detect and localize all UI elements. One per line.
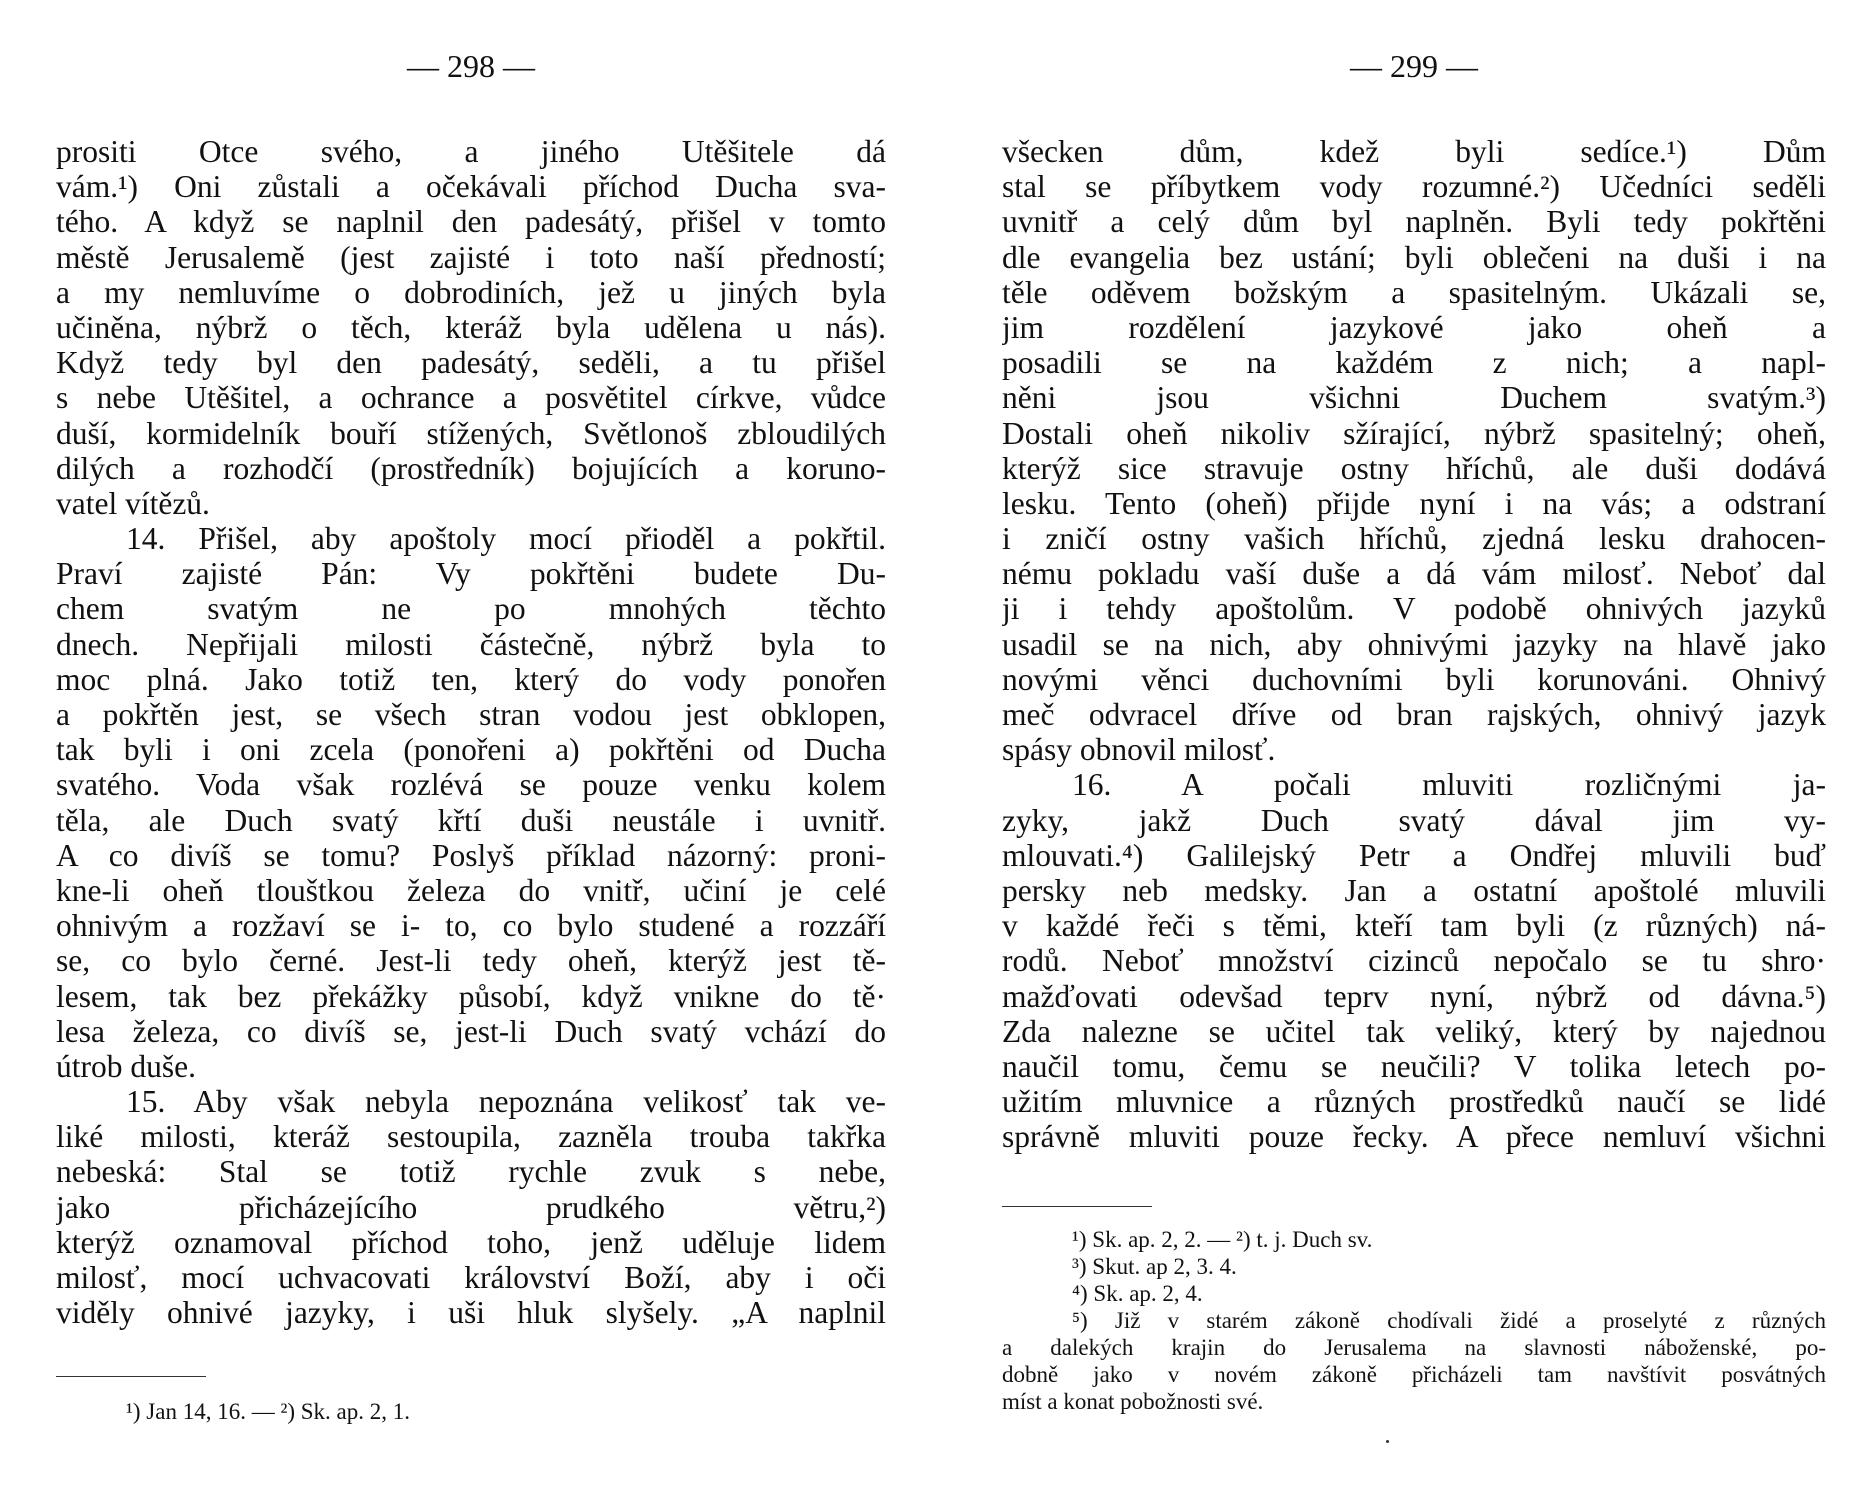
text-line: stal se příbytkem vody rozumné.²) Učedníci seděli [1002,169,1826,205]
footnote-continuation: míst a konat pobožnosti své. [1002,1389,1264,1414]
text-line: dilých a rozhodčí (prostředník) bojujících a koruno- [56,450,886,486]
page-body-text [56,134,886,1330]
text-line: těle oděvem božským a spasitelným. Ukázali se, [1002,274,1826,310]
paragraph-start-line: 15. Aby však nebyla nepoznána velikosť tak ve- [126,1084,886,1120]
footnote-continuation: dobně jako v novém zákoně přicházeli tam navštívit posvátných [1002,1362,1826,1387]
text-line: mažďovati odevšad teprv nyní, nýbrž od dávna.⁵) [1002,978,1826,1014]
text-line: vatel vítězů. [56,485,210,521]
footnotes [1002,1226,1826,1415]
text-line: tak byli i oni zcela (ponořeni a) pokřtěni od Ducha [56,732,886,768]
text-line: mlouvati.⁴) Galilejský Petr a Ondřej mluvili buď [1002,837,1826,873]
text-line: učiněna, nýbrž o těch, kteráž byla udělena u nás). [56,309,886,345]
text-line: rodů. Neboť množství cizinců nepočalo se tu shro· [1002,943,1826,979]
text-line: lesem, tak bez překážky působí, když vnikne do tě· [56,978,886,1014]
text-line: útrob duše. [56,1048,196,1084]
text-line: zyky, jakž Duch svatý dával jim vy- [1002,802,1826,838]
footnote: ⁵) Již v starém zákoně chodívali židé a proselyté z různých [1072,1308,1826,1333]
footnote-rule [1002,1206,1152,1207]
text-line: Zda nalezne se učitel tak veliký, který by najednou [1002,1013,1826,1049]
text-line: Praví zajisté Pán: Vy pokřtěni budete Du- [56,556,886,592]
footnote: ¹) Jan 14, 16. — ²) Sk. ap. 2, 1. [126,1399,411,1424]
text-line: těla, ale Duch svatý křtí duši neustále i uvnitř. [56,802,886,838]
text-line: spásy obnovil milosť. [1002,732,1276,768]
text-line: a my nemluvíme o dobrodiních, jež u jiných byla [56,274,886,310]
page-number: — 298 — [407,48,535,84]
text-line: dle evangelia bez ustání; byli oblečeni na duši i na [1002,239,1826,275]
text-line: Dostali oheň nikoliv sžírající, nýbrž spasitelný; oheň, [1002,415,1826,451]
text-line: užitím mluvnice a různých prostředků naučí se lidé [1002,1084,1826,1120]
text-line: usadil se na nich, aby ohnivými jazyky na hlavě jako [1002,626,1826,662]
page-body-text [1002,134,1826,1154]
text-line: správně mluviti pouze řecky. A přece nemluví všichni [1002,1119,1826,1155]
text-line: meč odvracel dříve od bran rajských, ohnivý jazyk [1002,697,1826,732]
text-line: dnech. Nepřijali milosti částečně, nýbrž byla to [56,626,886,662]
text-line: kne-li oheň tlouštkou železa do vnitř, učiní je celé [56,872,886,908]
text-line: městě Jerusalemě (jest zajisté i toto naší předností; [56,239,886,275]
text-line: novými věnci duchovními byli korunováni. Ohnivý [1002,661,1826,697]
text-line: milosť, mocí uchvacovati království Boží, aby i oči [56,1260,886,1295]
text-line: i zničí ostny vašich hříchů, zjedná lesku drahocen- [1002,521,1826,557]
text-line: uvnitř a celý dům byl naplněn. Byli tedy pokřtěni [1002,204,1826,240]
text-line: Když tedy byl den padesátý, seděli, a tu přišel [56,345,886,381]
text-line: a pokřtěn jest, se všech stran vodou jest obklopen, [56,697,886,732]
text-line: něni jsou všichni Duchem svatým.³) [1002,380,1826,416]
page-number: — 299 — [1350,48,1478,84]
text-line: persky neb medsky. Jan a ostatní apoštolé mluvili [1002,872,1826,908]
text-line: nému pokladu vaší duše a dá vám milosť. Neboť dal [1002,556,1826,592]
text-line: kterýž oznamoval příchod toho, jenž uděluje lidem [56,1224,886,1260]
right-page [1002,0,1826,1500]
text-line: všecken dům, kdež byli sedíce.¹) Dům [1002,134,1826,169]
text-line: s nebe Utěšitel, a ochrance a posvětitel církve, vůdce [56,380,886,416]
text-line: jim rozdělení jazykové jako oheň a [1002,309,1826,345]
text-line: tého. A když se naplnil den padesátý, přišel v tomto [56,204,886,240]
paragraph-start-line: 14. Přišel, aby apoštoly mocí přioděl a pokřtil. [126,521,886,557]
text-line: vám.¹) Oni zůstali a očekávali příchod Ducha sva- [56,169,886,205]
text-line: moc plná. Jako totiž ten, který do vody ponořen [56,661,886,697]
text-line: ohnivým a rozžaví se i- to, co bylo studené a rozzáří [56,908,886,944]
left-page [56,0,886,1500]
text-line: naučil tomu, čemu se neučili? V tolika letech po- [1002,1048,1826,1084]
text-line: chem svatým ne po mnohých těchto [56,591,886,627]
text-line: nebeská: Stal se totiž rychle zvuk s nebe, [56,1154,886,1190]
text-line: A co divíš se tomu? Poslyš příklad názorný: proni- [56,837,886,873]
text-line: ji i tehdy apoštolům. V podobě ohnivých jazyků [1002,591,1826,627]
text-line: lesku. Tento (oheň) přijde nyní i na vás; a odstraní [1002,485,1826,521]
text-line: prositi Otce svého, a jiného Utěšitele dá [56,134,886,169]
paragraph-start-line: 16. A počali mluviti rozličnými ja- [1072,767,1826,803]
text-line: jako přicházejícího prudkého větru,²) [56,1189,886,1225]
text-line: svatého. Voda však rozlévá se pouze venku kolem [56,767,886,803]
text-line: v každé řeči s těmi, kteří tam byli (z různých) ná- [1002,908,1826,944]
footnote-continuation: a dalekých krajin do Jerusalema na slavnosti náboženské, po- [1002,1335,1826,1360]
footnote: ¹) Sk. ap. 2, 2. — ²) t. j. Duch sv. [1072,1227,1373,1252]
text-line: kterýž sice stravuje ostny hříchů, ale duši dodává [1002,450,1826,486]
footnote: ³) Skut. ap 2, 3. 4. [1072,1254,1237,1279]
print-speck [1386,1440,1389,1443]
text-line: lesa železa, co divíš se, jest-li Duch svatý vchází do [56,1013,886,1049]
text-line: posadili se na každém z nich; a napl- [1002,345,1826,381]
text-line: se, co bylo černé. Jest-li tedy oheň, kterýž jest tě- [56,943,886,979]
footnotes [56,1398,886,1425]
footnote: ⁴) Sk. ap. 2, 4. [1072,1281,1203,1306]
footnote-rule [56,1376,206,1377]
text-line: duší, kormidelník bouří stížených, Světlonoš zbloudilých [56,415,886,451]
text-line: liké milosti, kteráž sestoupila, zazněla trouba takřka [56,1119,886,1155]
text-line: viděly ohnivé jazyky, i uši hluk slyšely. „A naplnil [56,1295,886,1331]
